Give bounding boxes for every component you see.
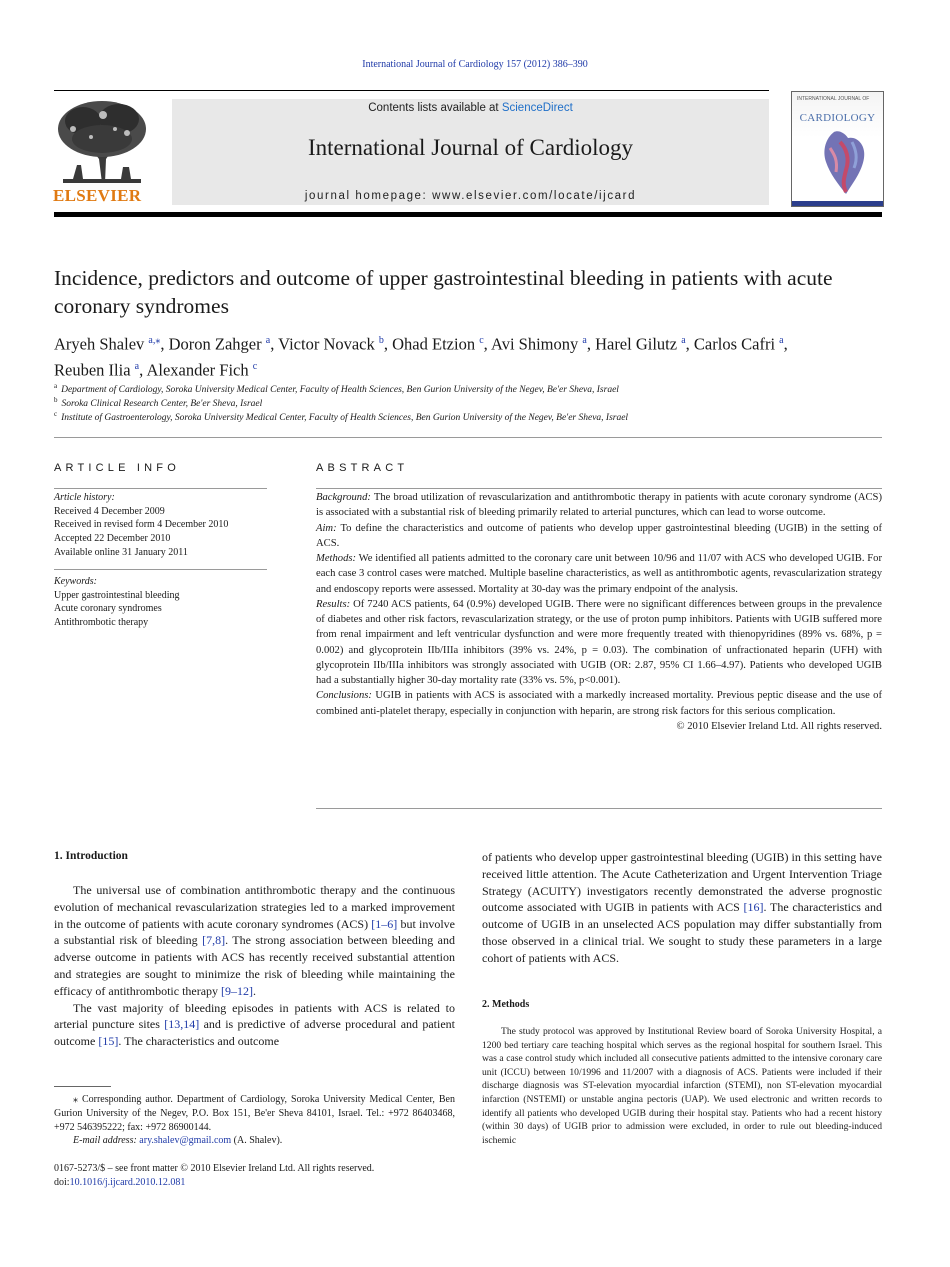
heart-illustration-icon: [816, 128, 870, 198]
affiliation-key: b: [54, 396, 58, 404]
text-run: . The characteristics and outcome of UGIB in an unselected ACS population may differ substantially from those observed in a clinical trial. We sought to study these parameters in a large cohort of patients with ACS.: [482, 900, 883, 965]
author-name: Victor Novack: [278, 334, 375, 354]
text-run: . The characteristics and outcome: [118, 1034, 280, 1049]
author-separator: ,: [383, 334, 393, 354]
cover-bar: [792, 201, 883, 206]
header-thick-rule: [54, 212, 882, 217]
keywords: [54, 575, 267, 630]
abstract-label: Aim:: [316, 522, 337, 534]
header-rule: [54, 90, 769, 91]
history-item: Received 4 December 2009: [54, 505, 165, 517]
history-item: Received in revised form 4 December 2010: [54, 519, 229, 531]
email-suffix: (A. Shalev).: [231, 1135, 283, 1147]
abstract-text: The broad utilization of revascularization and antithrombotic therapy in patients with acute coronary syndrome (ACS) is associated with a substantial risk of bleeding primarily related to arterial punctures, which can lead to worse outcome.: [316, 492, 882, 519]
author-affiliation-marker[interactable]: a: [582, 335, 587, 346]
author-separator: ,: [139, 360, 147, 379]
intro-paragraph-1: [54, 882, 455, 1000]
journal-citation[interactable]: International Journal of Cardiology 157 (2012) 386–390: [362, 59, 588, 70]
keyword-item: Acute coronary syndromes: [54, 603, 162, 615]
article-info-heading: ARTICLE INFO: [54, 462, 180, 474]
journal-banner: [172, 99, 769, 205]
intro-paragraph-continued: [482, 849, 882, 967]
intro-column-right: [482, 849, 882, 967]
footnote-text: ⁎ Corresponding author. Department of Cardiology, Soroka University Medical Center, Ben Gurion University of the Negev, P.O. Box 151, Be'er Sheva 84101, Israel. Tel.: +972 86403468, +972 546395222; fax: +972 86900144.: [54, 1094, 455, 1133]
affiliation-a: [54, 382, 894, 395]
affiliation-key: a: [54, 382, 58, 390]
intro-column-left: [54, 882, 455, 1050]
author-separator: ,: [685, 334, 694, 354]
text-run: . The strong association between bleeding and adverse outcome in patients with ACS has recently received substantial attention and strategies are sought to minimize the risk of bleeding while maintaining the efficacy of antithrombotic therapy: [54, 933, 455, 998]
article-history: [54, 491, 267, 560]
text-run: The vast majority of bleeding episodes in patients with ACS is related to arterial puncture sites: [54, 1000, 455, 1032]
methods-paragraph: The study protocol was approved by Institutional Review board of Soroka University Hospital, a 1200 bed tertiary care teaching hospital which serves as the regional hospital for southern Israel. This was a case control study which included all consecutive patients admitted to the intensive coronary care unit (ICCU) between 10/1996 and 11/2007 with a diagnosis of ACS. Patients were included if their discharge diagnosis was ST-elevation myocardial infarction (STEMI), non ST-elevation myocardial infarction (NSTEMI) or unstable angina pectoris (UAP). We used electronic and written records to identify all patients who developed UGIB during their hospital stay. Patients who had a recent history (within 30 days) of UGIB prior to admission were excluded, in order to rule out bleeding-induced ischemic: [482, 1026, 882, 1146]
footnote-rule: [54, 1086, 111, 1087]
methods-body: [482, 1025, 882, 1147]
author-separator: ,: [586, 334, 596, 354]
abstract-text: UGIB in patients with ACS is associated with a markedly increased mortality. Previous peptic disease and the use of combined anti-platelet therapy, especially in conjunction with heparin, are strong risk factors for this serious complication.: [316, 690, 882, 717]
abstract-label: Background:: [316, 492, 371, 503]
section-rule: [54, 437, 882, 438]
article-title: Incidence, predictors and outcome of upper gastrointestinal bleeding in patients with acute coronary syndromes: [54, 266, 833, 318]
author-name: Aryeh Shalev: [54, 334, 145, 354]
doi-label: doi:: [54, 1177, 70, 1188]
author-name: Carlos Cafri: [693, 334, 776, 354]
page-footer: [54, 1162, 474, 1190]
abstract-text: To define the characteristics and outcome of patients who develop upper gastrointestinal bleeding (UGIB) in the setting of ACS.: [316, 522, 882, 549]
keyword-item: Antithrombotic therapy: [54, 617, 149, 629]
author-affiliation-marker[interactable]: c: [252, 360, 258, 372]
author-affiliation-marker[interactable]: a: [134, 360, 140, 372]
reference-link[interactable]: [15]: [98, 1034, 119, 1049]
intro-paragraph-2: [54, 1000, 455, 1050]
keywords-rule: [54, 569, 267, 570]
text-run: The universal use of combination antithrombotic therapy and the continuous evolution of mechanical revascularization strategies led to a marked improvement in the outcome of patients with acute coronary syndromes (ACS): [54, 883, 455, 931]
email-label: E-mail address:: [73, 1135, 140, 1147]
author-list: [54, 330, 894, 381]
author-name: Ohad Etzion: [392, 334, 476, 354]
author-separator: ,: [160, 334, 169, 354]
author-affiliation-marker[interactable]: a: [265, 335, 271, 346]
history-item: Accepted 22 December 2010: [54, 533, 171, 545]
cover-title: CARDIOLOGY: [799, 112, 876, 124]
affiliation-c: [54, 410, 894, 423]
email-link[interactable]: ary.shalev@gmail.com: [139, 1135, 232, 1147]
keywords-label: Keywords:: [54, 576, 97, 587]
abstract-methods: [316, 551, 882, 597]
affiliation-key: c: [54, 410, 58, 418]
author-name: Harel Gilutz: [595, 334, 678, 354]
doi-line: [54, 1176, 474, 1190]
author-name: Doron Zahger: [168, 334, 262, 354]
abstract-label: Conclusions:: [316, 690, 372, 702]
abstract-text: Of 7240 ACS patients, 64 (0.9%) developed UGIB. There were no significant differences between groups in the prevalence of diabetes and other risk factors, revascularization strategy, or the use of proton pump inhibitors. Patients with UGIB suffered more from renal impairment and left ventricular dysfunction and were more frequently treated with thienopyridines (89% vs. 68%, p = 0.002) and glycoprotein IIb/IIIa inhibitors (39% vs. 24%, p = 0.03). The combination of unfractionated heparin (UFH) with glycoprotein IIb/IIIa inhibitors was strongly associated with UGIB (OR: 2.87, 95% CI 1.66–4.97). Patients who developed UGIB had a substantially higher 30-day mortality rate (33% vs. 5%, p<0.001).: [316, 598, 882, 686]
contents-prefix: Contents lists available at: [368, 102, 502, 114]
text-run: of patients who develop upper gastrointestinal bleeding (UGIB) in this setting have received little attention. The Acute Catheterization and Urgent Intervention Triage Strategy (ACUITY) investigators recently demonstrated the adverse prognostic outcome associated with UGIB in patients with ACS: [482, 850, 882, 915]
abstract-label: Results:: [316, 598, 351, 610]
abstract-heading: ABSTRACT: [316, 462, 409, 474]
history-item: Available online 31 January 2011: [54, 546, 188, 558]
author-affiliation-marker[interactable]: c: [479, 335, 484, 346]
author-separator: ,: [270, 334, 279, 354]
abstract-label: Methods:: [316, 553, 357, 564]
keyword-item: Upper gastrointestinal bleeding: [54, 589, 180, 601]
reference-link[interactable]: [1–6]: [371, 916, 398, 931]
methods-heading: 2. Methods: [482, 999, 530, 1010]
abstract-background: [316, 490, 882, 521]
author-separator: ,: [483, 334, 491, 354]
history-label: Article history:: [54, 492, 115, 503]
abstract-body: [316, 490, 882, 734]
affiliation-b: [54, 396, 894, 409]
journal-homepage[interactable]: journal homepage: www.elsevier.com/locate/ijcard: [304, 190, 637, 202]
elsevier-wordmark: ELSEVIER: [53, 186, 142, 205]
sciencedirect-link[interactable]: ScienceDirect: [501, 102, 573, 114]
text-run: and is predictive of adverse procedural and patient outcome: [54, 1017, 456, 1049]
reference-link[interactable]: [7,8]: [202, 933, 226, 948]
abstract-results: [316, 597, 882, 689]
reference-link[interactable]: [16]: [743, 900, 764, 915]
journal-cover: [791, 91, 884, 207]
corresponding-author-footnote: [54, 1093, 455, 1148]
reference-link[interactable]: [9–12]: [221, 983, 254, 998]
author-name: Avi Shimony: [491, 334, 579, 354]
author-name: Alexander Fich: [146, 360, 249, 379]
abstract-end-rule: [316, 808, 882, 809]
affiliation-text: Institute of Gastroenterology, Soroka University Medical Center, Faculty of Health Sciences, Ben Gurion University of the Negev, Be'er Sheva, Israel: [61, 413, 629, 424]
affiliation-text: Department of Cardiology, Soroka University Medical Center, Faculty of Health Sciences, Ben Gurion University of the Negev, Be'er Sheva, Israel: [61, 385, 619, 396]
affiliation-text: Soroka Clinical Research Center, Be'er Sheva, Israel: [61, 399, 263, 410]
journal-title: International Journal of Cardiology: [307, 135, 634, 160]
text-run: but involve a substantial risk of bleeding: [54, 916, 455, 948]
author-affiliation-marker[interactable]: a: [681, 335, 686, 346]
issn-line: 0167-5273/$ – see front matter © 2010 Elsevier Ireland Ltd. All rights reserved.: [54, 1163, 375, 1174]
author-name: Reuben Ilia: [54, 360, 131, 379]
abstract-aim: [316, 521, 882, 552]
abstract-text: We identified all patients admitted to the coronary care unit between 10/96 and 11/07 with ACS who developed UGIB. For each case 3 control cases were matched. Multiple baseline characteristics, as well as antithrombotic agents, revascularization strategy and endoscopy reports were assessed. Mortality at 30-day was the primary endpoint of the analysis.: [316, 553, 882, 595]
text-run: .: [253, 983, 257, 998]
article-info-rule: [54, 488, 267, 489]
doi-link[interactable]: 10.1016/j.ijcard.2010.12.081: [69, 1177, 186, 1188]
abstract-copyright: © 2010 Elsevier Ireland Ltd. All rights reserved.: [676, 720, 882, 732]
footnote-email: [54, 1134, 455, 1148]
author-affiliation-marker[interactable]: b: [378, 335, 384, 346]
reference-link[interactable]: [13,14]: [164, 1017, 200, 1032]
abstract-rule: [316, 488, 882, 489]
cover-small-text: INTERNATIONAL JOURNAL OF: [797, 96, 870, 102]
contents-line: [172, 102, 769, 114]
author-separator: ,: [783, 334, 788, 354]
author-affiliation-marker[interactable]: a,⁎: [148, 335, 161, 346]
intro-heading: 1. Introduction: [54, 850, 128, 862]
abstract-conclusions: [316, 688, 882, 719]
author-affiliation-marker[interactable]: a: [779, 335, 784, 346]
